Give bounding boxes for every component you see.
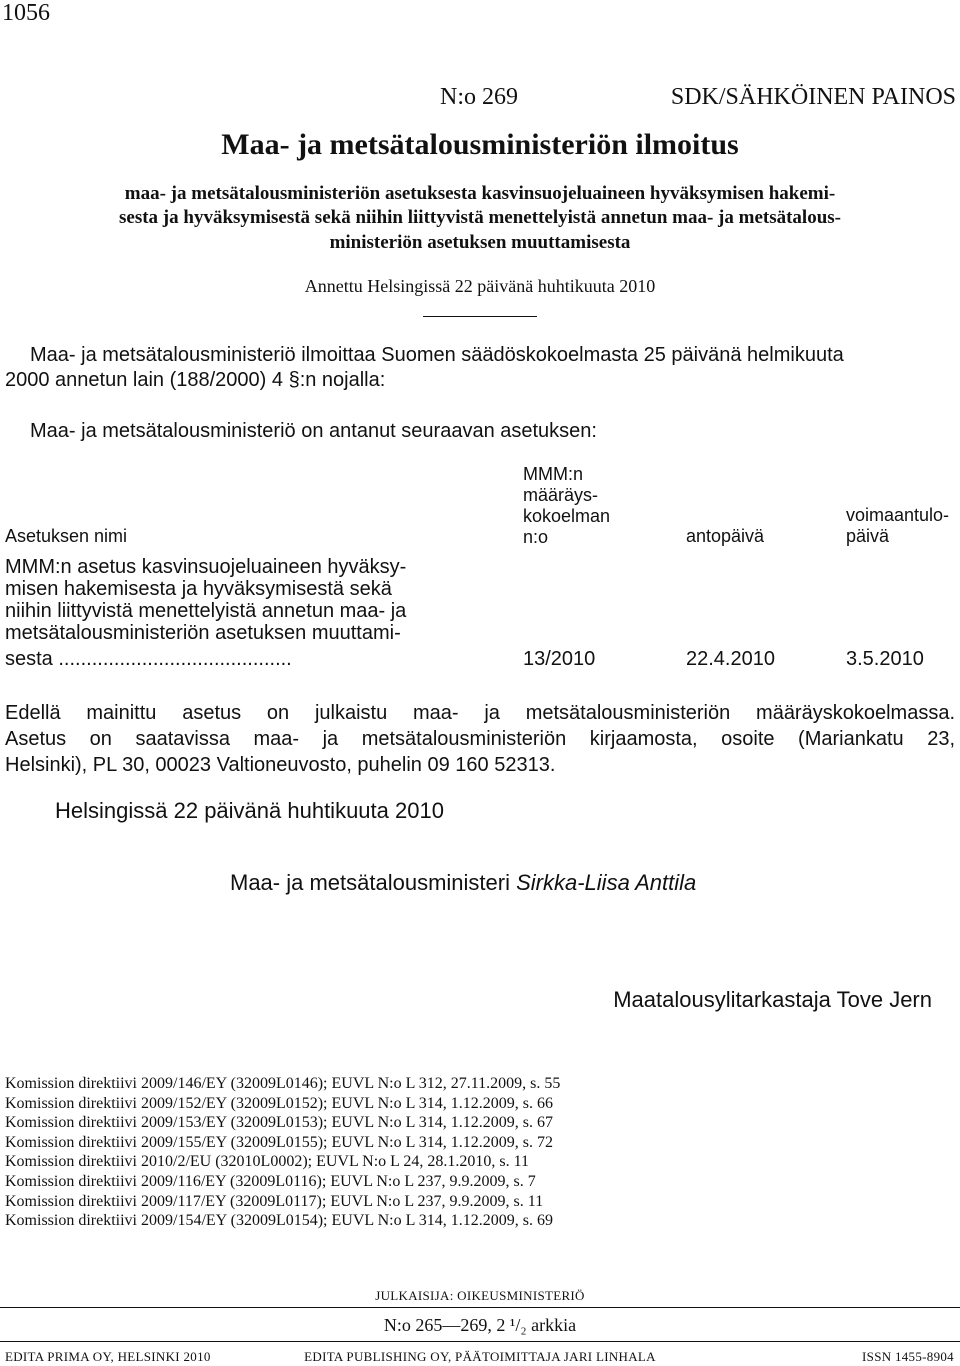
minister-name: Sirkka-Liisa Anttila [516, 870, 697, 895]
table-row-date: 22.4.2010 [686, 648, 775, 670]
footer-editor: EDITA PUBLISHING OY, PÄÄTOIMITTAJA JARI LINHALA [304, 1349, 656, 1364]
footer-rule-top [0, 1307, 960, 1308]
footer-printer: EDITA PRIMA OY, HELSINKI 2010 [5, 1349, 211, 1364]
place-and-date: Helsingissä 22 päivänä huhtikuuta 2010 [55, 798, 444, 823]
directive-list [5, 1074, 560, 1231]
table-row-name [5, 556, 471, 644]
subtitle-line-1: maa- ja metsätalousministeriön asetuksesta kasvinsuojeluaineen hyväksymisen hakemi- [124, 183, 836, 204]
directive-item: Komission direktiivi 2009/152/EY (32009L0152); EUVL N:o L 314, 1.12.2009, s. 66 [5, 1094, 553, 1112]
page-number: 1056 [2, 0, 50, 26]
info-line-2: Asetus on saatavissa maa- ja metsätalousministeriön kirjaamosta, osoite (Mariankatu 23, [5, 728, 955, 750]
title-divider [423, 316, 537, 317]
directive-item: Komission direktiivi 2009/117/EY (32009L0117); EUVL N:o L 237, 9.9.2009, s. 11 [5, 1192, 544, 1210]
directive-item: Komission direktiivi 2009/154/EY (32009L0154); EUVL N:o L 314, 1.12.2009, s. 69 [5, 1212, 553, 1230]
table-row-name-last: sesta .......................................... [5, 648, 292, 670]
footer-issn: ISSN 1455-8904 [862, 1349, 954, 1364]
intro-paragraph-2: Maa- ja metsätalousministeriö on antanut seuraavan asetuksen: [30, 420, 597, 442]
directive-item: Komission direktiivi 2009/155/EY (32009L0155); EUVL N:o L 314, 1.12.2009, s. 72 [5, 1133, 553, 1151]
table-row-effective: 3.5.2010 [846, 648, 924, 670]
minister-title: Maa- ja metsätalousministeri [230, 870, 517, 895]
directive-item: Komission direktiivi 2010/2/EU (32010L0002); EUVL N:o L 24, 28.1.2010, s. 11 [5, 1153, 529, 1171]
table-header-name: Asetuksen nimi [5, 526, 128, 546]
table-row-name-line: MMM:n asetus kasvinsuojeluaineen hyväksy- [5, 556, 407, 578]
table-row-name-line: misen hakemisesta ja hyväksymisestä sekä [5, 578, 392, 600]
table-header-effective: voimaantulo- päivä [846, 505, 950, 546]
table-header-date: antopäivä [686, 526, 765, 546]
directive-item: Komission direktiivi 2009/153/EY (32009L0153); EUVL N:o L 314, 1.12.2009, s. 67 [5, 1114, 553, 1132]
directive-item: Komission direktiivi 2009/116/EY (32009L0116); EUVL N:o L 237, 9.9.2009, s. 7 [5, 1172, 536, 1190]
intro-line-1: Maa- ja metsätalousministeriö ilmoittaa Suomen säädöskokoelmasta 25 päivänä helmikuuta [30, 344, 844, 366]
edition-label: SDK/SÄHKÖINEN PAINOS [670, 84, 956, 110]
document-title: Maa- ja metsätalousministeriön ilmoitus [221, 128, 739, 161]
table-row-name-line: niihin liittyvistä menettelyistä annetun maa- ja [5, 600, 407, 622]
directive-item: Komission direktiivi 2009/146/EY (32009L0146); EUVL N:o L 312, 27.11.2009, s. 55 [5, 1075, 561, 1092]
statute-number: N:o 269 [440, 84, 518, 110]
info-line-3: Helsinki), PL 30, 00023 Valtioneuvosto, puhelin 09 160 52313. [5, 754, 556, 776]
given-date: Annettu Helsingissä 22 päivänä huhtikuuta 2010 [304, 276, 656, 296]
intro-line-2: 2000 annetun lain (188/2000) 4 §:n nojalla: [5, 369, 386, 391]
table-header-collection: MMM:n määräys- kokoelman n:o [523, 464, 611, 547]
info-paragraph [5, 700, 955, 778]
inspector-signature: Maatalousylitarkastaja Tove Jern [613, 987, 932, 1012]
table-row-collection: 13/2010 [523, 648, 596, 670]
subtitle-line-2: sesta ja hyväksymisestä sekä niihin liittyvistä menettelyistä annetun maa- ja metsätalous- [119, 207, 841, 228]
footer-rule-bottom [0, 1341, 960, 1342]
publisher-label: JULKAISIJA: OIKEUSMINISTERIÖ [375, 1288, 585, 1303]
issue-range: N:o 265—269, 2 ¹/₂ arkkia [383, 1315, 577, 1335]
table-row-name-line: metsätalousministeriön asetuksen muuttami- [5, 622, 401, 644]
minister-signature [230, 870, 696, 896]
info-line-1: Edellä mainittu asetus on julkaistu maa- ja metsätalousministeriön määräyskokoelmassa. [5, 702, 955, 724]
subtitle-line-3: ministeriön asetuksen muuttamisesta [329, 232, 631, 253]
